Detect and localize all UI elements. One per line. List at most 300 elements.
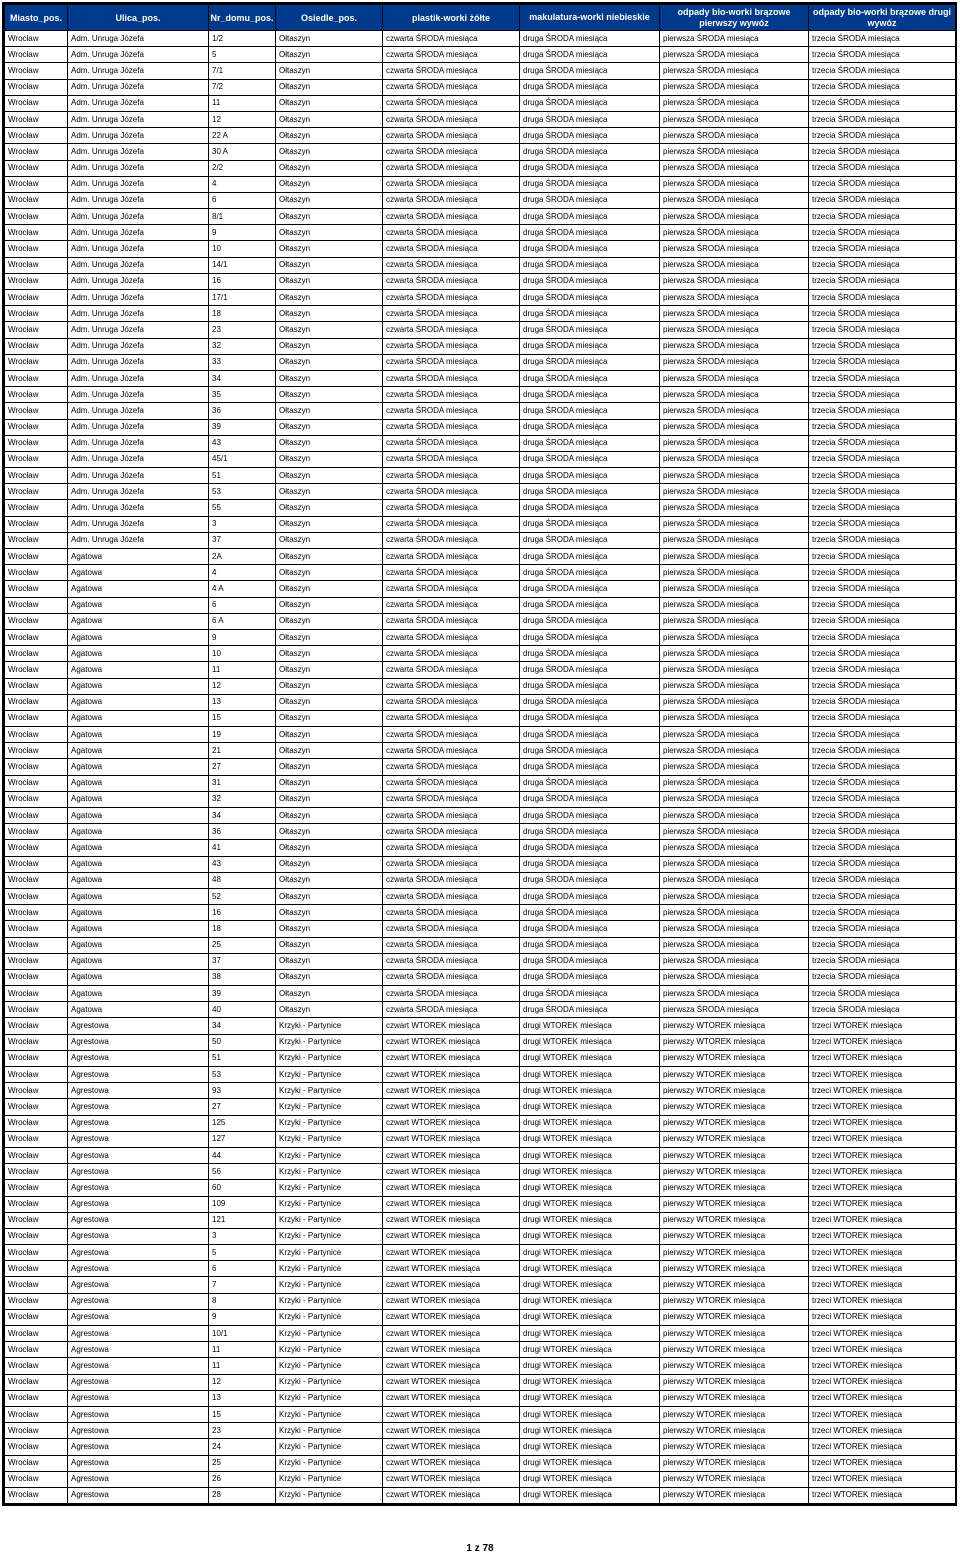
cell-city: Wrocław (5, 290, 68, 306)
cell-plastic: czwarta ŚRODA miesiąca (383, 144, 520, 160)
cell-district: Ołtaszyn (276, 549, 383, 565)
table-row (5, 872, 956, 888)
cell-bio-second: trzecia ŚRODA miesiąca (809, 759, 956, 775)
page-number: 1 z 78 (466, 1543, 494, 1554)
cell-paper: druga ŚRODA miesiąca (520, 370, 660, 386)
cell-street: Agatowa (68, 613, 209, 629)
cell-paper: drugi WTOREK miesiąca (520, 1358, 660, 1374)
cell-bio-second: trzecia ŚRODA miesiąca (809, 192, 956, 208)
cell-city: Wrocław (5, 549, 68, 565)
cell-plastic: czwarta ŚRODA miesiąca (383, 1002, 520, 1018)
table-row (5, 727, 956, 743)
cell-city: Wrocław (5, 808, 68, 824)
table-row (5, 1277, 956, 1293)
cell-paper: drugi WTOREK miesiąca (520, 1099, 660, 1115)
cell-house-number: 12 (209, 678, 276, 694)
cell-street: Agatowa (68, 710, 209, 726)
cell-district: Ołtaszyn (276, 63, 383, 79)
cell-bio-second: trzeci WTOREK miesiąca (809, 1439, 956, 1455)
cell-house-number: 17/1 (209, 290, 276, 306)
cell-city: Wrocław (5, 176, 68, 192)
cell-bio-second: trzeci WTOREK miesiąca (809, 1067, 956, 1083)
cell-plastic: czwarta ŚRODA miesiąca (383, 646, 520, 662)
cell-street: Agrestowa (68, 1034, 209, 1050)
cell-bio-first: pierwsza ŚRODA miesiąca (660, 435, 809, 451)
cell-house-number: 25 (209, 937, 276, 953)
cell-house-number: 11 (209, 95, 276, 111)
cell-bio-first: pierwsza ŚRODA miesiąca (660, 273, 809, 289)
cell-paper: drugi WTOREK miesiąca (520, 1115, 660, 1131)
cell-street: Agrestowa (68, 1471, 209, 1487)
cell-house-number: 7 (209, 1277, 276, 1293)
cell-bio-first: pierwsza ŚRODA miesiąca (660, 241, 809, 257)
cell-house-number: 4 A (209, 581, 276, 597)
cell-house-number: 7/1 (209, 63, 276, 79)
cell-street: Agatowa (68, 824, 209, 840)
cell-city: Wrocław (5, 192, 68, 208)
table-row (5, 1358, 956, 1374)
cell-street: Agatowa (68, 937, 209, 953)
cell-bio-first: pierwsza ŚRODA miesiąca (660, 629, 809, 645)
cell-city: Wrocław (5, 419, 68, 435)
cell-district: Krzyki - Partynice (276, 1358, 383, 1374)
cell-district: Ołtaszyn (276, 209, 383, 225)
cell-paper: druga ŚRODA miesiąca (520, 775, 660, 791)
schedule-table (4, 4, 956, 1504)
cell-street: Adm. Unruga Józefa (68, 468, 209, 484)
cell-street: Adm. Unruga Józefa (68, 225, 209, 241)
cell-paper: druga ŚRODA miesiąca (520, 435, 660, 451)
cell-bio-first: pierwsza ŚRODA miesiąca (660, 743, 809, 759)
cell-house-number: 1/2 (209, 31, 276, 47)
cell-house-number: 9 (209, 225, 276, 241)
cell-city: Wrocław (5, 1406, 68, 1422)
cell-street: Agrestowa (68, 1374, 209, 1390)
cell-city: Wrocław (5, 1423, 68, 1439)
cell-plastic: czwarta ŚRODA miesiąca (383, 273, 520, 289)
cell-district: Ołtaszyn (276, 727, 383, 743)
cell-bio-second: trzecia ŚRODA miesiąca (809, 727, 956, 743)
cell-street: Adm. Unruga Józefa (68, 257, 209, 273)
cell-street: Agrestowa (68, 1115, 209, 1131)
cell-plastic: czwarta ŚRODA miesiąca (383, 759, 520, 775)
cell-house-number: 38 (209, 969, 276, 985)
cell-bio-first: pierwsza ŚRODA miesiąca (660, 969, 809, 985)
cell-plastic: czwart WTOREK miesiąca (383, 1180, 520, 1196)
cell-paper: drugi WTOREK miesiąca (520, 1034, 660, 1050)
cell-house-number: 8 (209, 1293, 276, 1309)
cell-house-number: 15 (209, 1406, 276, 1422)
table-row (5, 840, 956, 856)
cell-street: Agrestowa (68, 1067, 209, 1083)
cell-bio-second: trzeci WTOREK miesiąca (809, 1164, 956, 1180)
cell-plastic: czwarta ŚRODA miesiąca (383, 613, 520, 629)
cell-plastic: czwart WTOREK miesiąca (383, 1099, 520, 1115)
cell-street: Agatowa (68, 840, 209, 856)
cell-house-number: 39 (209, 986, 276, 1002)
cell-city: Wrocław (5, 727, 68, 743)
cell-bio-second: trzecia ŚRODA miesiąca (809, 95, 956, 111)
cell-street: Adm. Unruga Józefa (68, 111, 209, 127)
cell-paper: drugi WTOREK miesiąca (520, 1196, 660, 1212)
cell-street: Agatowa (68, 888, 209, 904)
table-row (5, 1455, 956, 1471)
table-row (5, 63, 956, 79)
cell-house-number: 13 (209, 694, 276, 710)
table-row (5, 516, 956, 532)
cell-paper: druga ŚRODA miesiąca (520, 824, 660, 840)
cell-city: Wrocław (5, 1390, 68, 1406)
cell-house-number: 7/2 (209, 79, 276, 95)
cell-bio-second: trzeci WTOREK miesiąca (809, 1455, 956, 1471)
cell-bio-second: trzeci WTOREK miesiąca (809, 1293, 956, 1309)
cell-street: Agatowa (68, 969, 209, 985)
cell-street: Adm. Unruga Józefa (68, 451, 209, 467)
cell-house-number: 34 (209, 1018, 276, 1034)
cell-bio-first: pierwsza ŚRODA miesiąca (660, 662, 809, 678)
cell-bio-first: pierwsza ŚRODA miesiąca (660, 484, 809, 500)
cell-bio-first: pierwsza ŚRODA miesiąca (660, 840, 809, 856)
cell-district: Ołtaszyn (276, 370, 383, 386)
cell-bio-first: pierwsza ŚRODA miesiąca (660, 791, 809, 807)
table-row (5, 1245, 956, 1261)
cell-bio-first: pierwsza ŚRODA miesiąca (660, 937, 809, 953)
table-row (5, 192, 956, 208)
cell-paper: druga ŚRODA miesiąca (520, 921, 660, 937)
cell-district: Ołtaszyn (276, 160, 383, 176)
table-row (5, 759, 956, 775)
cell-bio-first: pierwszy WTOREK miesiąca (660, 1212, 809, 1228)
cell-paper: druga ŚRODA miesiąca (520, 31, 660, 47)
cell-house-number: 5 (209, 1245, 276, 1261)
table-row (5, 31, 956, 47)
cell-bio-first: pierwsza ŚRODA miesiąca (660, 775, 809, 791)
cell-city: Wrocław (5, 403, 68, 419)
cell-district: Ołtaszyn (276, 484, 383, 500)
cell-bio-second: trzecia ŚRODA miesiąca (809, 710, 956, 726)
table-row (5, 241, 956, 257)
cell-paper: drugi WTOREK miesiąca (520, 1261, 660, 1277)
cell-street: Agrestowa (68, 1164, 209, 1180)
cell-bio-second: trzecia ŚRODA miesiąca (809, 484, 956, 500)
cell-house-number: 28 (209, 1487, 276, 1503)
cell-plastic: czwarta ŚRODA miesiąca (383, 710, 520, 726)
cell-paper: druga ŚRODA miesiąca (520, 160, 660, 176)
cell-city: Wrocław (5, 937, 68, 953)
cell-house-number: 30 A (209, 144, 276, 160)
cell-bio-second: trzecia ŚRODA miesiąca (809, 905, 956, 921)
cell-house-number: 10 (209, 646, 276, 662)
cell-street: Agrestowa (68, 1018, 209, 1034)
cell-plastic: czwart WTOREK miesiąca (383, 1487, 520, 1503)
cell-house-number: 27 (209, 1099, 276, 1115)
cell-street: Adm. Unruga Józefa (68, 144, 209, 160)
cell-plastic: czwarta ŚRODA miesiąca (383, 306, 520, 322)
cell-house-number: 3 (209, 1228, 276, 1244)
cell-bio-first: pierwsza ŚRODA miesiąca (660, 727, 809, 743)
table-row (5, 662, 956, 678)
cell-plastic: czwart WTOREK miesiąca (383, 1439, 520, 1455)
cell-bio-first: pierwsza ŚRODA miesiąca (660, 532, 809, 548)
table-row (5, 1326, 956, 1342)
cell-bio-second: trzecia ŚRODA miesiąca (809, 986, 956, 1002)
cell-plastic: czwarta ŚRODA miesiąca (383, 856, 520, 872)
cell-street: Adm. Unruga Józefa (68, 63, 209, 79)
cell-bio-first: pierwszy WTOREK miesiąca (660, 1067, 809, 1083)
cell-city: Wrocław (5, 678, 68, 694)
cell-paper: drugi WTOREK miesiąca (520, 1455, 660, 1471)
cell-city: Wrocław (5, 597, 68, 613)
cell-bio-second: trzecia ŚRODA miesiąca (809, 257, 956, 273)
cell-bio-second: trzeci WTOREK miesiąca (809, 1034, 956, 1050)
cell-street: Agatowa (68, 1002, 209, 1018)
cell-paper: druga ŚRODA miesiąca (520, 953, 660, 969)
cell-house-number: 23 (209, 1423, 276, 1439)
cell-city: Wrocław (5, 646, 68, 662)
cell-city: Wrocław (5, 1034, 68, 1050)
cell-district: Ołtaszyn (276, 937, 383, 953)
cell-bio-second: trzecia ŚRODA miesiąca (809, 31, 956, 47)
cell-paper: druga ŚRODA miesiąca (520, 273, 660, 289)
cell-city: Wrocław (5, 1050, 68, 1066)
cell-district: Krzyki - Partynice (276, 1212, 383, 1228)
cell-bio-first: pierwsza ŚRODA miesiąca (660, 225, 809, 241)
table-row (5, 581, 956, 597)
column-header-house-number: Nr_domu_pos. (209, 5, 276, 31)
cell-plastic: czwarta ŚRODA miesiąca (383, 662, 520, 678)
cell-street: Agatowa (68, 565, 209, 581)
table-row (5, 128, 956, 144)
cell-bio-second: trzecia ŚRODA miesiąca (809, 290, 956, 306)
table-row (5, 905, 956, 921)
table-row (5, 1423, 956, 1439)
cell-paper: druga ŚRODA miesiąca (520, 613, 660, 629)
table-row (5, 419, 956, 435)
cell-plastic: czwart WTOREK miesiąca (383, 1374, 520, 1390)
cell-bio-second: trzeci WTOREK miesiąca (809, 1309, 956, 1325)
cell-paper: drugi WTOREK miesiąca (520, 1406, 660, 1422)
cell-bio-first: pierwszy WTOREK miesiąca (660, 1439, 809, 1455)
cell-district: Ołtaszyn (276, 322, 383, 338)
table-row (5, 95, 956, 111)
cell-plastic: czwart WTOREK miesiąca (383, 1406, 520, 1422)
table-row (5, 306, 956, 322)
cell-paper: druga ŚRODA miesiąca (520, 646, 660, 662)
cell-paper: drugi WTOREK miesiąca (520, 1018, 660, 1034)
cell-district: Krzyki - Partynice (276, 1131, 383, 1147)
cell-house-number: 11 (209, 1358, 276, 1374)
cell-district: Ołtaszyn (276, 419, 383, 435)
cell-plastic: czwarta ŚRODA miesiąca (383, 128, 520, 144)
cell-street: Agatowa (68, 581, 209, 597)
cell-city: Wrocław (5, 1099, 68, 1115)
cell-city: Wrocław (5, 144, 68, 160)
cell-city: Wrocław (5, 921, 68, 937)
cell-city: Wrocław (5, 451, 68, 467)
cell-street: Adm. Unruga Józefa (68, 273, 209, 289)
cell-bio-second: trzecia ŚRODA miesiąca (809, 403, 956, 419)
cell-paper: drugi WTOREK miesiąca (520, 1067, 660, 1083)
cell-street: Adm. Unruga Józefa (68, 484, 209, 500)
cell-city: Wrocław (5, 63, 68, 79)
cell-bio-first: pierwszy WTOREK miesiąca (660, 1164, 809, 1180)
cell-bio-second: trzeci WTOREK miesiąca (809, 1196, 956, 1212)
table-row (5, 47, 956, 63)
cell-bio-first: pierwszy WTOREK miesiąca (660, 1293, 809, 1309)
cell-house-number: 6 (209, 192, 276, 208)
cell-paper: druga ŚRODA miesiąca (520, 969, 660, 985)
cell-city: Wrocław (5, 824, 68, 840)
cell-city: Wrocław (5, 500, 68, 516)
cell-house-number: 23 (209, 322, 276, 338)
cell-paper: druga ŚRODA miesiąca (520, 79, 660, 95)
cell-plastic: czwart WTOREK miesiąca (383, 1455, 520, 1471)
table-row (5, 1228, 956, 1244)
cell-plastic: czwart WTOREK miesiąca (383, 1034, 520, 1050)
cell-city: Wrocław (5, 111, 68, 127)
cell-plastic: czwarta ŚRODA miesiąca (383, 435, 520, 451)
cell-plastic: czwart WTOREK miesiąca (383, 1342, 520, 1358)
cell-city: Wrocław (5, 128, 68, 144)
cell-bio-first: pierwszy WTOREK miesiąca (660, 1245, 809, 1261)
cell-city: Wrocław (5, 1277, 68, 1293)
cell-city: Wrocław (5, 1439, 68, 1455)
cell-street: Agatowa (68, 986, 209, 1002)
table-body (5, 31, 956, 1504)
cell-paper: druga ŚRODA miesiąca (520, 111, 660, 127)
cell-plastic: czwarta ŚRODA miesiąca (383, 727, 520, 743)
cell-street: Adm. Unruga Józefa (68, 500, 209, 516)
cell-house-number: 127 (209, 1131, 276, 1147)
table-row (5, 1099, 956, 1115)
cell-paper: druga ŚRODA miesiąca (520, 840, 660, 856)
cell-street: Agrestowa (68, 1293, 209, 1309)
cell-district: Krzyki - Partynice (276, 1390, 383, 1406)
cell-paper: druga ŚRODA miesiąca (520, 225, 660, 241)
cell-district: Krzyki - Partynice (276, 1228, 383, 1244)
cell-bio-first: pierwsza ŚRODA miesiąca (660, 160, 809, 176)
cell-bio-second: trzecia ŚRODA miesiąca (809, 111, 956, 127)
cell-street: Agrestowa (68, 1147, 209, 1163)
cell-paper: druga ŚRODA miesiąca (520, 387, 660, 403)
cell-street: Agrestowa (68, 1277, 209, 1293)
cell-plastic: czwarta ŚRODA miesiąca (383, 484, 520, 500)
table-row (5, 888, 956, 904)
cell-paper: drugi WTOREK miesiąca (520, 1277, 660, 1293)
cell-paper: drugi WTOREK miesiąca (520, 1326, 660, 1342)
cell-bio-first: pierwsza ŚRODA miesiąca (660, 257, 809, 273)
cell-city: Wrocław (5, 354, 68, 370)
cell-district: Ołtaszyn (276, 905, 383, 921)
cell-house-number: 52 (209, 888, 276, 904)
cell-district: Krzyki - Partynice (276, 1099, 383, 1115)
cell-bio-first: pierwsza ŚRODA miesiąca (660, 79, 809, 95)
cell-house-number: 27 (209, 759, 276, 775)
cell-bio-second: trzecia ŚRODA miesiąca (809, 872, 956, 888)
cell-city: Wrocław (5, 1212, 68, 1228)
cell-plastic: czwart WTOREK miesiąca (383, 1083, 520, 1099)
cell-plastic: czwarta ŚRODA miesiąca (383, 354, 520, 370)
cell-district: Krzyki - Partynice (276, 1180, 383, 1196)
cell-bio-first: pierwsza ŚRODA miesiąca (660, 306, 809, 322)
cell-house-number: 55 (209, 500, 276, 516)
cell-bio-first: pierwszy WTOREK miesiąca (660, 1261, 809, 1277)
cell-paper: druga ŚRODA miesiąca (520, 581, 660, 597)
table-row (5, 1196, 956, 1212)
cell-street: Agatowa (68, 775, 209, 791)
table-row (5, 144, 956, 160)
table-row (5, 1342, 956, 1358)
cell-plastic: czwart WTOREK miesiąca (383, 1164, 520, 1180)
cell-district: Krzyki - Partynice (276, 1018, 383, 1034)
cell-paper: druga ŚRODA miesiąca (520, 209, 660, 225)
cell-plastic: czwarta ŚRODA miesiąca (383, 549, 520, 565)
cell-bio-first: pierwsza ŚRODA miesiąca (660, 986, 809, 1002)
cell-house-number: 12 (209, 1374, 276, 1390)
cell-bio-first: pierwsza ŚRODA miesiąca (660, 500, 809, 516)
table-row (5, 273, 956, 289)
cell-district: Krzyki - Partynice (276, 1196, 383, 1212)
cell-bio-second: trzeci WTOREK miesiąca (809, 1245, 956, 1261)
cell-district: Ołtaszyn (276, 743, 383, 759)
cell-district: Ołtaszyn (276, 856, 383, 872)
cell-bio-second: trzecia ŚRODA miesiąca (809, 338, 956, 354)
table-row (5, 209, 956, 225)
cell-street: Adm. Unruga Józefa (68, 176, 209, 192)
cell-district: Ołtaszyn (276, 31, 383, 47)
cell-street: Adm. Unruga Józefa (68, 338, 209, 354)
cell-plastic: czwart WTOREK miesiąca (383, 1018, 520, 1034)
cell-paper: druga ŚRODA miesiąca (520, 727, 660, 743)
table-row (5, 111, 956, 127)
cell-plastic: czwarta ŚRODA miesiąca (383, 824, 520, 840)
table-row (5, 1406, 956, 1422)
cell-street: Agatowa (68, 678, 209, 694)
table-row (5, 597, 956, 613)
cell-district: Krzyki - Partynice (276, 1050, 383, 1066)
cell-paper: druga ŚRODA miesiąca (520, 484, 660, 500)
cell-bio-second: trzecia ŚRODA miesiąca (809, 856, 956, 872)
cell-city: Wrocław (5, 1147, 68, 1163)
table-row (5, 969, 956, 985)
cell-house-number: 13 (209, 1390, 276, 1406)
cell-bio-second: trzeci WTOREK miesiąca (809, 1358, 956, 1374)
cell-bio-first: pierwsza ŚRODA miesiąca (660, 710, 809, 726)
cell-city: Wrocław (5, 225, 68, 241)
cell-house-number: 36 (209, 824, 276, 840)
cell-house-number: 10/1 (209, 1326, 276, 1342)
table-row (5, 1390, 956, 1406)
cell-bio-first: pierwsza ŚRODA miesiąca (660, 824, 809, 840)
cell-paper: druga ŚRODA miesiąca (520, 468, 660, 484)
cell-house-number: 40 (209, 1002, 276, 1018)
cell-plastic: czwarta ŚRODA miesiąca (383, 419, 520, 435)
cell-bio-second: trzecia ŚRODA miesiąca (809, 225, 956, 241)
cell-house-number: 35 (209, 387, 276, 403)
cell-paper: drugi WTOREK miesiąca (520, 1180, 660, 1196)
cell-plastic: czwarta ŚRODA miesiąca (383, 629, 520, 645)
cell-bio-first: pierwszy WTOREK miesiąca (660, 1471, 809, 1487)
cell-plastic: czwart WTOREK miesiąca (383, 1390, 520, 1406)
cell-city: Wrocław (5, 1358, 68, 1374)
cell-paper: druga ŚRODA miesiąca (520, 565, 660, 581)
cell-paper: druga ŚRODA miesiąca (520, 759, 660, 775)
table-row (5, 79, 956, 95)
cell-plastic: czwarta ŚRODA miesiąca (383, 694, 520, 710)
cell-house-number: 12 (209, 111, 276, 127)
cell-bio-second: trzecia ŚRODA miesiąca (809, 694, 956, 710)
cell-bio-second: trzecia ŚRODA miesiąca (809, 306, 956, 322)
